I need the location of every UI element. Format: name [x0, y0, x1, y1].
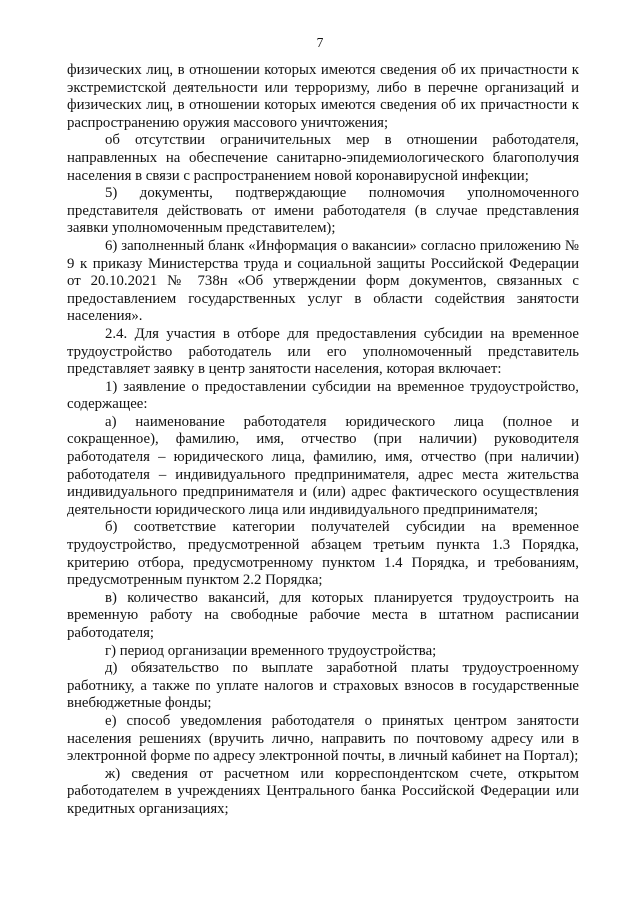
paragraph: г) период организации временного трудоустройства;	[105, 642, 437, 659]
paragraph: 6) заполненный бланк «Информация о вакансии» согласно приложению № 9 к приказу Министерства труда и социальной защиты Российской Федерации от 20.10.2021 № 738н «Об утверждении форм документов, связанных с предоставлением государственных услуг в области содействия занятости населения».	[67, 237, 579, 325]
paragraph: д) обязательство по выплате заработной платы трудоустроенному работнику, а также по уплате налогов и страховых взносов в государственные внебюджетные фонды;	[67, 660, 579, 712]
paragraph: в) количество вакансий, для которых планируется трудоустроить на временную работу на свободные рабочие места в штатном расписании работодателя;	[67, 589, 579, 641]
paragraph: 1) заявление о предоставлении субсидии на временное трудоустройство, содержащее:	[67, 378, 579, 413]
paragraph: е) способ уведомления работодателя о принятых центром занятости населения решениях (вручить лично, направить по почтовому адресу или в электронной форме по адресу электронной почты, в личный кабинет на Портал);	[67, 712, 579, 765]
paragraph: ж) сведения от расчетном или корреспондентском счете, открытом работодателем в учреждениях Центрального банка Российской Федерации или кредитных организациях;	[67, 765, 579, 817]
page-number: 7	[316, 35, 324, 50]
document-body	[67, 62, 579, 819]
paragraph: 2.4. Для участия в отборе для предоставления субсидии на временное трудоустройство работодатель или его уполномоченный представитель представляет заявку в центр занятости населения, которая включает:	[67, 325, 579, 378]
paragraph: физических лиц, в отношении которых имеются сведения об их причастности к экстремистской деятельности или терроризму, либо в перечне организаций и физических лиц, в отношении которых имеются сведения об их причастности к распространению оружия массового уничтожения;	[67, 62, 579, 131]
paragraph: 5) документы, подтверждающие полномочия уполномоченного представителя действовать от имени работодателя (в случае представления заявки уполномоченным представителем);	[67, 185, 579, 237]
paragraph: а) наименование работодателя юридического лица (полное и сокращенное), фамилию, имя, отчество (при наличии) руководителя работодателя – юридического лица, фамилию, имя, отчество (при наличии) работодателя – индивидуального предпринимателя, адрес места жительства индивидуального предпринимателя и (или) адрес фактического осуществления деятельности юридического лица или индивидуального предпринимателя;	[67, 413, 579, 518]
paragraph: об отсутствии ограничительных мер в отношении работодателя, направленных на обеспечение санитарно-эпидемиологического благополучия населения в связи с распространением новой коронавирусной инфекции;	[67, 132, 579, 184]
paragraph: б) соответствие категории получателей субсидии на временное трудоустройство, предусмотренной абзацем третьим пункта 1.3 Порядка, критерию отбора, предусмотренному пунктом 1.4 Порядка, и требованиям, предусмотренным пунктом 2.2 Порядка;	[67, 519, 579, 589]
